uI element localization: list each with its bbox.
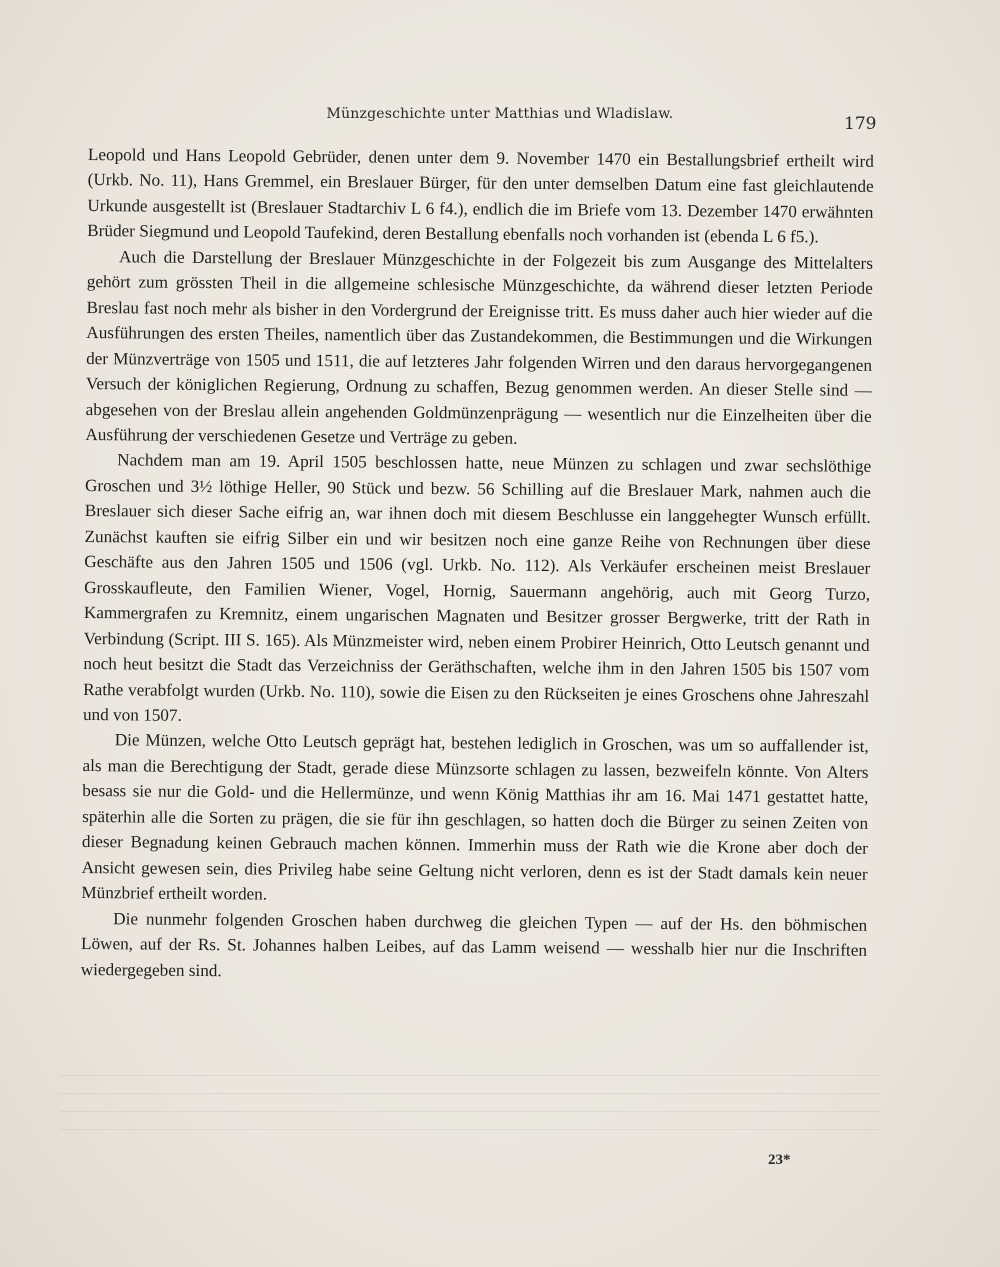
paragraph: Leopold und Hans Leopold Gebrüder, denen unter dem 9. November 1470 ein Bestallungsbrief ertheilt wird (Urkb. No. 11), Hans Gremmel, ein Breslauer Bürger, für den unter demselben Datum eine fast gleichlautende Urkunde ausgestellt ist (Breslauer Stadtarchiv L 6 f4.), endlich die im Briefe vom 13. Dezember 1470 erwähnten Brüder Siegmund und Leopold Taufekind, deren Bestallung ebenfalls noch vorhanden ist (ebenda L 6 f5.). [87,144,874,247]
paragraph: Die Münzen, welche Otto Leutsch geprägt hat, bestehen lediglich in Groschen, was um so auffallender ist, als man die Berechtigung der Stadt, gerade diese Münzsorte schlagen zu lassen, bezweifeln könnte. Von Alters besass sie nur die Gold- und die Hellermünze, und wenn König Matthias ihr am 16. Mai 1471 gestattet hatte, späterhin alle die Sorten zu prägen, die sie für ihn geschlagen, so hatten doch die Bürger zu seinen Zeiten von dieser Begnadung keinen Gebrauch machen können. Immerhin muss der Rath wie die Krone aber doch der Ansicht gewesen sein, dies Privileg habe seine Geltung nicht verloren, denn es ist der Stadt damals kein neuer Münzbrief ertheilt worden. [81,730,869,904]
body-text [81,142,874,989]
show-through-texture [60,1075,880,1145]
paragraph: Auch die Darstellung der Breslauer Münzgeschichte in der Folgezeit bis zum Ausgange des Mittelalters gehört zum grössten Theil in die allgemeine schlesische Münzgeschichte, da während dieser letzten Periode Breslau fast noch mehr als bisher in den Vordergrund der Ereignisse tritt. Es muss daher auch hier wieder auf die Ausführungen des ersten Theiles, namentlich über das Zustandekommen, die Bestimmungen und die Wirkungen der Münzverträge von 1505 und 1511, die auf letzteres Jahr folgenden Wirren und den daraus hervorgegangenen Versuch der königlichen Regierung, Ordnung zu schaffen, Bezug genommen werden. An dieser Stelle sind — abgesehen von der Breslau allein angehenden Goldmünzenprägung — wesentlich nur die Einzelheiten über die Ausführung der verschiedenen Gesetze und Verträge zu geben. [85,247,874,448]
running-title: Münzgeschichte unter Matthias und Wladislaw. [326,106,674,122]
page-number: 179 [844,114,877,134]
signature-mark: 23* [768,1152,791,1168]
paragraph: Die nunmehr folgenden Groschen haben durchweg die gleichen Typen — auf der Hs. den böhmischen Löwen, auf der Rs. St. Johannes halben Leibes, auf das Lamm weisend — wesshalb hier nur die Inschriften wiedergegeben sind. [80,908,868,980]
paragraph: Nachdem man am 19. April 1505 beschlossen hatte, neue Münzen zu schlagen und zwar sechslöthige Groschen und 3½ löthige Heller, 90 Stück und bezw. 56 Schilling auf die Breslauer Mark, nahmen auch die Breslauer sich dieser Sache eifrig an, war ihnen doch mit diesem Beschlusse ein langgehegter Wunsch erfüllt. Zunächst kauften sie eifrig Silber ein und wir besitzen noch eine ganze Reihe von Rechnungen über diese Geschäfte aus den Jahren 1505 und 1506 (vgl. Urkb. No. 112). Als Verkäufer erscheinen meist Breslauer Grosskaufleute, den Familien Wiener, Vogel, Hornig, Sauermann angehörig, auch mit Georg Turzo, Kammergrafen zu Kremnitz, einem ungarischen Magnaten und Besitzer grosser Bergwerke, tritt der Rath in Verbindung (Script. III S. 165). Als Münzmeister wird, neben einem Probirer Heinrich, Otto Leutsch genannt und noch heut besitzt die Stadt das Verzeichniss der Geräthschaften, welche ihm in den Jahren 1505 bis 1507 vom Rathe verabfolgt wurden (Urkb. No. 110), sowie die Eisen zu den Rückseiten je eines Groschens ohne Jahreszahl und von 1507. [82,450,872,725]
